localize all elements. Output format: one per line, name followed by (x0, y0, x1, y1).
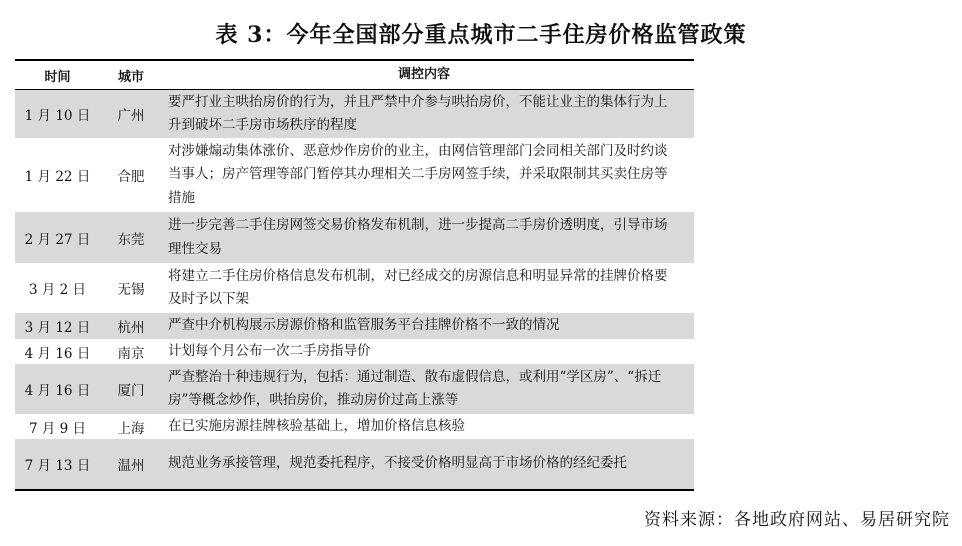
header-date: 时间 (44, 69, 71, 85)
row-city: 厦门 (117, 383, 145, 399)
table-title: 表 3：今年全国部分重点城市二手住房价格监管政策 (215, 22, 747, 48)
row-city: 南京 (117, 345, 145, 362)
row-content: 对涉嫌煽动集体涨价、恶意炒作房价的业主，由网信管理部门会同相关部门及时约谈当事人；房产管理等部门暂停其办理相关二手房网签手续，并采取限制其买卖住房等措施 (168, 142, 668, 206)
row-content: 在已实施房源挂牌核验基础上，增加价格信息核验 (168, 417, 465, 434)
table-row (15, 313, 694, 339)
policy-table (15, 59, 694, 491)
row-city: 广州 (117, 108, 145, 124)
row-content: 规范业务承接管理，规范委托程序，不接受价格明显高于市场价格的经纪委托 (168, 455, 627, 472)
row-city: 杭州 (117, 320, 145, 336)
row-city: 无锡 (117, 282, 145, 298)
row-date: 7 月 9 日 (28, 420, 87, 437)
row-city: 上海 (117, 420, 145, 437)
row-content: 严查中介机构展示房源价格和监管服务平台挂牌价格不一致的情况 (168, 317, 560, 334)
table-row (15, 90, 694, 138)
row-date: 4 月 16 日 (24, 345, 91, 362)
table-row (15, 212, 694, 263)
table-row (15, 339, 694, 364)
row-content: 要严打业主哄抬房价的行为，并且严禁中介参与哄抬房价，不能让业主的集体行为上升到破坏二手房市场秩序的程度 (168, 93, 668, 133)
row-date: 7 月 13 日 (24, 458, 91, 474)
source-note: 资料来源：各地政府网站、易居研究院 (644, 510, 950, 530)
header-city: 城市 (117, 69, 144, 85)
row-date: 2 月 27 日 (24, 231, 91, 248)
row-date: 4 月 16 日 (24, 383, 91, 399)
row-content: 将建立二手住房价格信息发布机制，对已经成交的房源信息和明显异常的挂牌价格要及时予以下架 (168, 267, 668, 307)
table-header (15, 61, 694, 90)
row-date: 3 月 2 日 (28, 282, 87, 298)
header-content: 调控内容 (397, 67, 450, 83)
row-date: 3 月 12 日 (24, 320, 91, 336)
row-city: 东莞 (117, 231, 145, 248)
row-date: 1 月 10 日 (24, 108, 91, 124)
row-date: 1 月 22 日 (24, 169, 91, 185)
table-row (15, 263, 694, 313)
table-row (15, 364, 694, 414)
row-city: 合肥 (117, 169, 145, 185)
row-content: 严查整治十种违规行为，包括：通过制造、散布虚假信息，或利用“学区房”、“拆迁房”等概念炒作，哄抬房价，推动房价过高上涨等 (168, 368, 662, 408)
row-content: 计划每个月公布一次二手房指导价 (168, 342, 371, 359)
table-row (15, 414, 694, 439)
row-content: 进一步完善二手住房网签交易价格发布机制，进一步提高二手房价透明度，引导市场理性交易 (168, 217, 668, 257)
table-row (15, 138, 694, 212)
row-city: 温州 (117, 458, 145, 474)
table-row (15, 439, 694, 489)
